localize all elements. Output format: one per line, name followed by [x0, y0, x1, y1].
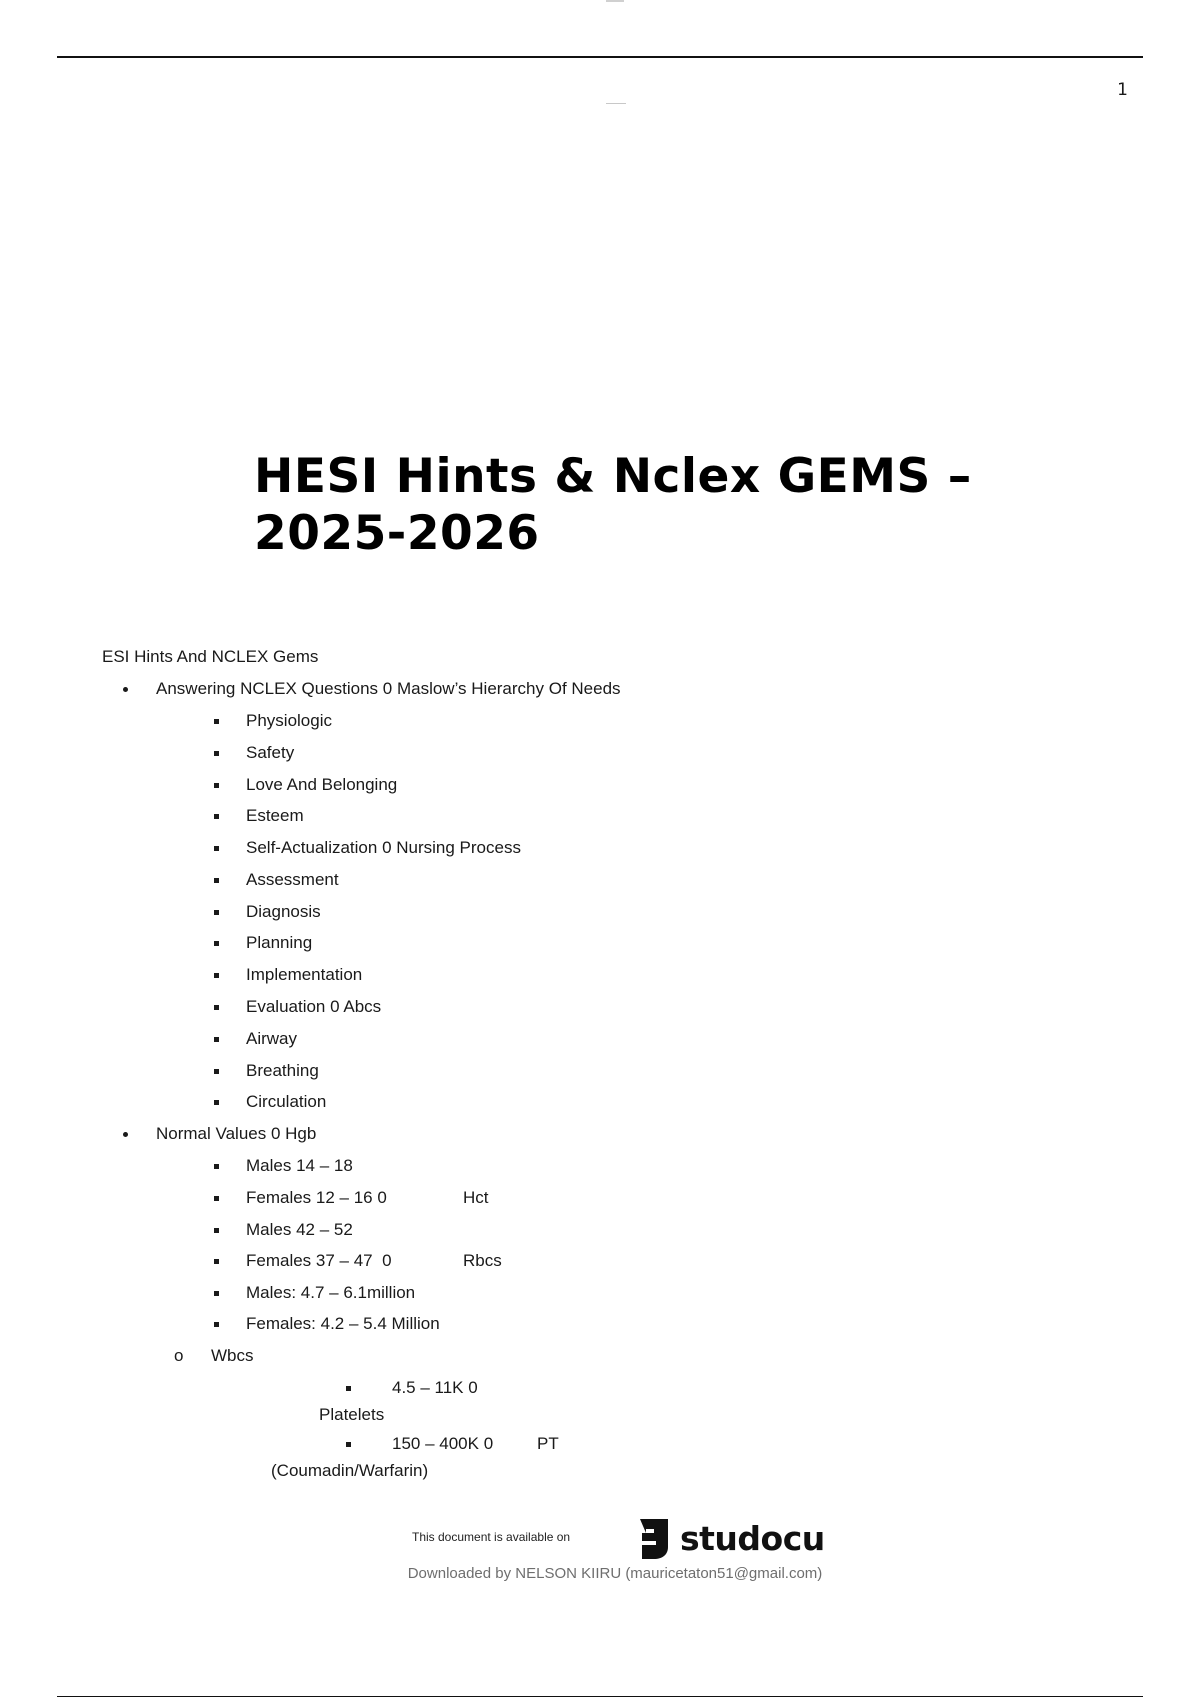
list-item-diagnosis: Diagnosis: [246, 902, 321, 921]
rbcs-label: Rbcs: [463, 1251, 502, 1270]
list-item-love-belonging: Love And Belonging: [246, 775, 398, 794]
bullet-square: [214, 814, 219, 819]
bullet-square: [214, 1005, 219, 1010]
bullet-square: [214, 1196, 219, 1201]
hct-label: Hct: [463, 1188, 489, 1207]
bullet-square: [214, 1228, 219, 1233]
bullet-square: [214, 783, 219, 788]
pt-label: PT: [537, 1434, 559, 1453]
list-item-physiologic: Physiologic: [246, 711, 332, 730]
bullet-square: [214, 1100, 219, 1105]
bullet-square: [214, 1164, 219, 1169]
wbcs-marker: o: [174, 1346, 184, 1365]
footer-rule: [57, 1696, 1143, 1697]
bullet-dot: [123, 687, 128, 692]
studocu-logo-icon: [632, 1515, 678, 1561]
answering-line: Answering NCLEX Questions 0 Maslow’s Hierarchy Of Needs: [156, 679, 621, 698]
list-item-implementation: Implementation: [246, 965, 363, 984]
bullet-square: [214, 1037, 219, 1042]
list-item-assessment: Assessment: [246, 870, 339, 889]
header-dash: [606, 103, 626, 104]
pt-continuation: (Coumadin/Warfarin): [271, 1461, 429, 1480]
list-item-planning: Planning: [246, 933, 313, 952]
bullet-square: [214, 846, 219, 851]
hgb-males: Males 14 – 18: [246, 1156, 353, 1175]
bullet-square: [214, 751, 219, 756]
bullet-square: [346, 1442, 351, 1447]
rbcs-males: Males: 4.7 – 6.1million: [246, 1283, 416, 1302]
list-item-circulation: Circulation: [246, 1092, 327, 1111]
wbcs-label: Wbcs: [211, 1346, 254, 1365]
list-item-breathing: Breathing: [246, 1061, 319, 1080]
studocu-logo[interactable]: [632, 1515, 825, 1561]
rbcs-females: Females: 4.2 – 5.4 Million: [246, 1314, 440, 1333]
hgb-females: Females 12 – 16 0: [246, 1188, 387, 1207]
bullet-square: [346, 1386, 351, 1391]
bullet-square: [214, 1259, 219, 1264]
hct-males: Males 42 – 52: [246, 1220, 353, 1239]
bullet-dot: [123, 1132, 128, 1137]
footer-available-text: This document is available on: [412, 1530, 571, 1544]
list-item-safety: Safety: [246, 743, 295, 762]
bullet-square: [214, 1291, 219, 1296]
platelets-range: 150 – 400K 0: [392, 1434, 494, 1453]
wbcs-range: 4.5 – 11K 0: [392, 1378, 478, 1397]
bullet-square: [214, 910, 219, 915]
platelets-label: Platelets: [319, 1405, 385, 1424]
list-item-airway: Airway: [246, 1029, 298, 1048]
bullet-square: [214, 878, 219, 883]
bullet-square: [214, 941, 219, 946]
bullet-square: [214, 719, 219, 724]
intro-line: ESI Hints And NCLEX Gems: [102, 647, 319, 666]
studocu-wordmark: studocu: [680, 1518, 825, 1558]
list-item-evaluation: Evaluation 0 Abcs: [246, 997, 382, 1016]
page-number: 1: [1117, 80, 1128, 100]
bullet-square: [214, 1069, 219, 1074]
bullet-square: [214, 1322, 219, 1327]
header-rule: [57, 56, 1143, 58]
hct-females: Females 37 – 47 0: [246, 1251, 392, 1270]
document-title: HESI Hints & Nclex GEMS – 2025-2026: [254, 449, 972, 561]
list-item-self-actualization: Self-Actualization 0 Nursing Process: [246, 838, 521, 857]
normal-values-line: Normal Values 0 Hgb: [156, 1124, 317, 1143]
bullet-square: [214, 973, 219, 978]
top-page-mark: [606, 0, 624, 2]
downloaded-by-text: Downloaded by NELSON KIIRU (mauricetaton51@gmail.com): [407, 1565, 823, 1582]
list-item-esteem: Esteem: [246, 806, 304, 825]
